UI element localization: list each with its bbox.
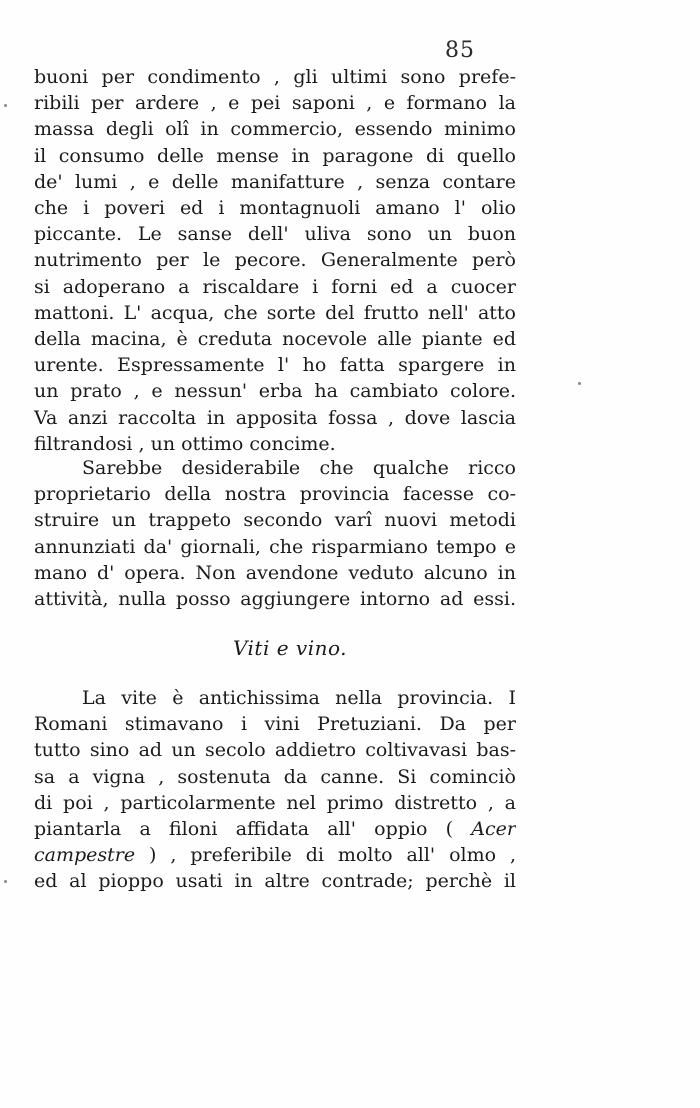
text-line: ed al pioppo usati in altre contrade; perchè il	[34, 870, 516, 893]
text-line	[34, 816, 516, 842]
paragraph-vite	[34, 685, 516, 895]
margin-speck	[4, 104, 7, 107]
paragraph-oil-uses	[34, 64, 516, 457]
margin-speck	[4, 880, 7, 883]
section-title: Viti e vino.	[232, 636, 348, 660]
text-segment: ) , preferibile di molto all' olmo ,	[149, 844, 516, 867]
text-line: attività, nulla posso aggiungere intorno ad essi.	[34, 588, 516, 611]
text-line: de' lumi , e delle manifatture , senza contare	[34, 170, 516, 193]
text-line: piccante. Le sanse dell' uliva sono un buon	[34, 223, 516, 246]
text-line: mano d' opera. Non avendone veduto alcuno in	[34, 561, 516, 584]
text-line: struire un trappeto secondo varî nuovi metodi	[34, 509, 516, 532]
text-line: di poi , particolarmente nel primo distretto , a	[34, 791, 516, 814]
text-line	[34, 842, 516, 868]
paragraph-trappeto	[34, 455, 516, 612]
margin-speck	[578, 382, 581, 385]
text-line: mattoni. L' acqua, che sorte del frutto nell' atto	[34, 301, 516, 324]
text-line: buoni per condimento , gli ultimi sono prefe-	[34, 66, 516, 88]
text-line: il consumo delle mense in paragone di quello	[34, 144, 516, 167]
text-line: La vite è antichissima nella provincia. I	[82, 687, 516, 709]
text-line: Va anzi raccolta in apposita fossa , dove lascia	[34, 406, 516, 429]
text-line: filtrandosi , un ottimo concime.	[34, 432, 336, 455]
text-line: Sarebbe desiderabile che qualche ricco	[82, 457, 516, 479]
text-line: Romani stimavano i vini Pretuziani. Da per	[34, 713, 516, 736]
text-segment: piantarla a filoni affidata all' oppio (	[34, 818, 454, 841]
text-line: urente. Espressamente l' ho fatta spargere in	[34, 354, 516, 377]
text-line: ribili per ardere , e pei saponi , e formano la	[34, 92, 516, 115]
text-line: della macina, è creduta nocevole alle piante ed	[34, 328, 516, 351]
text-line: nutrimento per le pecore. Generalmente però	[34, 249, 516, 272]
text-line: proprietario della nostra provincia facesse co-	[34, 483, 516, 506]
text-line: un prato , e nessun' erba ha cambiato colore.	[34, 380, 516, 403]
text-line: sa a vigna , sostenuta da canne. Si cominciò	[34, 765, 516, 788]
text-line: che i poveri ed i montagnuoli amano l' olio	[34, 197, 516, 220]
text-line: annunziati da' giornali, che risparmiano tempo e	[34, 535, 516, 558]
text-line: massa degli olî in commercio, essendo minimo	[34, 118, 516, 141]
italic-term: Acer	[471, 818, 516, 841]
text-line: si adoperano a riscaldare i forni ed a cuocer	[34, 275, 516, 298]
italic-term: campestre	[34, 844, 136, 867]
page-number: 85	[445, 38, 475, 63]
text-line: tutto sino ad un secolo addietro coltivavasi bas-	[34, 739, 516, 762]
section-heading	[0, 636, 700, 660]
